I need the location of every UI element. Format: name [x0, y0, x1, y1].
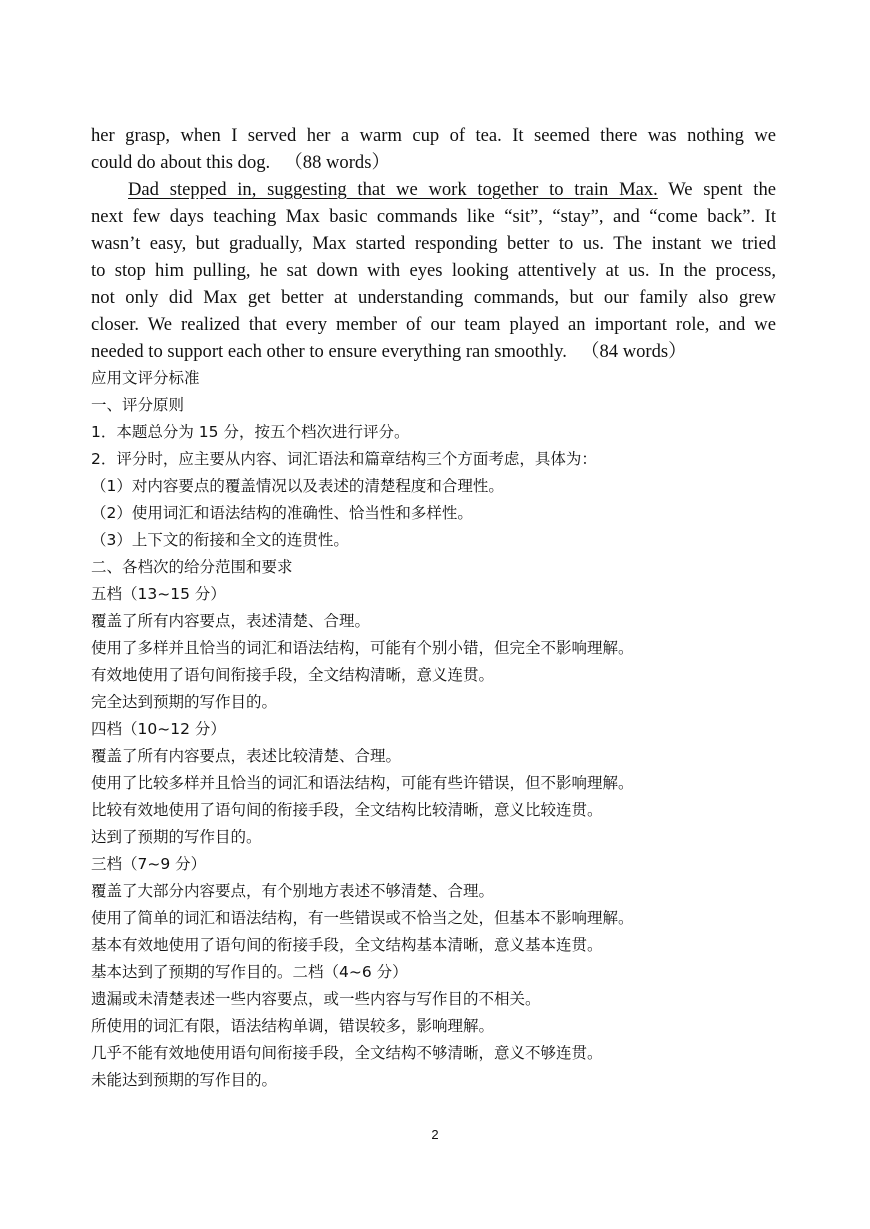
essay-line	[91, 338, 776, 365]
grade-heading: 四档（10~12 分）	[91, 720, 226, 738]
essay-text: We spent the	[657, 179, 776, 200]
word-count: （88 words）	[284, 152, 391, 173]
grade-line: 完全达到预期的写作目的。	[91, 693, 278, 711]
grade-line: 所使用的词汇有限，语法结构单调，错误较多，影响理解。	[91, 1017, 495, 1035]
grade-line: 使用了多样并且恰当的词汇和语法结构，可能有个别小错，但完全不影响理解。	[91, 639, 634, 657]
essay-line: next few days teaching Max basic commands like “sit”, “stay”, and “come back”. It	[91, 206, 776, 227]
essay-line: her grasp, when I served her a warm cup of tea. It seemed there was nothing we	[91, 125, 776, 146]
essay-paragraph-2	[91, 176, 776, 365]
rubric-rule-item: （3）上下文的衔接和全文的连贯性。	[91, 531, 349, 549]
section-heading: 二、各档次的给分范围和要求	[91, 558, 293, 576]
grade-line: 几乎不能有效地使用语句间衔接手段，全文结构不够清晰，意义不够连贯。	[91, 1044, 603, 1062]
essay-line: wasn’t easy, but gradually, Max started responding better to us. The instant we tried	[91, 233, 776, 254]
essay-text: could do about this dog.	[91, 152, 271, 173]
grade-line: 覆盖了大部分内容要点，有个别地方表述不够清楚、合理。	[91, 882, 495, 900]
page-content	[91, 122, 776, 1094]
rubric-rule: 2．评分时，应主要从内容、词汇语法和篇章结构三个方面考虑，具体为：	[91, 450, 597, 468]
essay-text: needed to support each other to ensure everything ran smoothly.	[91, 341, 567, 362]
word-count: （84 words）	[580, 341, 687, 362]
essay-line: not only did Max get better at understanding commands, but our family also grew	[91, 287, 776, 308]
rubric-rule-item: （1）对内容要点的覆盖情况以及表述的清楚程度和合理性。	[91, 477, 504, 495]
essay-line: closer. We realized that every member of our team played an important role, and we	[91, 314, 776, 335]
grade-line: 比较有效地使用了语句间的衔接手段，全文结构比较清晰，意义比较连贯。	[91, 801, 603, 819]
grade-line: 未能达到预期的写作目的。	[91, 1071, 278, 1089]
essay-line	[91, 149, 776, 176]
rubric-rule: 1．本题总分为 15 分，按五个档次进行评分。	[91, 423, 410, 441]
grade-heading: 三档（7~9 分）	[91, 855, 207, 873]
grade-line: 遗漏或未清楚表述一些内容要点，或一些内容与写作目的不相关。	[91, 990, 541, 1008]
essay-line	[91, 176, 776, 203]
grade-line: 基本有效地使用了语句间的衔接手段，全文结构基本清晰，意义基本连贯。	[91, 936, 603, 954]
section-heading: 一、评分原则	[91, 396, 185, 414]
page-number: 2	[431, 1127, 439, 1142]
essay-line: to stop him pulling, he sat down with eyes looking attentively at us. In the process,	[91, 260, 776, 281]
grade-line: 基本达到了预期的写作目的。二档（4~6 分）	[91, 963, 408, 981]
grade-line: 有效地使用了语句间衔接手段，全文结构清晰，意义连贯。	[91, 666, 495, 684]
underlined-sentence: Dad stepped in, suggesting that we work together to train Max.	[128, 179, 658, 200]
grade-line: 覆盖了所有内容要点，表述比较清楚、合理。	[91, 747, 402, 765]
grade-line: 覆盖了所有内容要点，表述清楚、合理。	[91, 612, 371, 630]
essay-paragraph-1	[91, 122, 776, 176]
grade-line: 使用了比较多样并且恰当的词汇和语法结构，可能有些许错误，但不影响理解。	[91, 774, 634, 792]
rubric-rule-item: （2）使用词汇和语法结构的准确性、恰当性和多样性。	[91, 504, 473, 522]
grade-line: 使用了简单的词汇和语法结构，有一些错误或不恰当之处，但基本不影响理解。	[91, 909, 634, 927]
grade-heading: 五档（13~15 分）	[91, 585, 226, 603]
rubric-title: 应用文评分标准	[91, 369, 200, 387]
grade-line: 达到了预期的写作目的。	[91, 828, 262, 846]
